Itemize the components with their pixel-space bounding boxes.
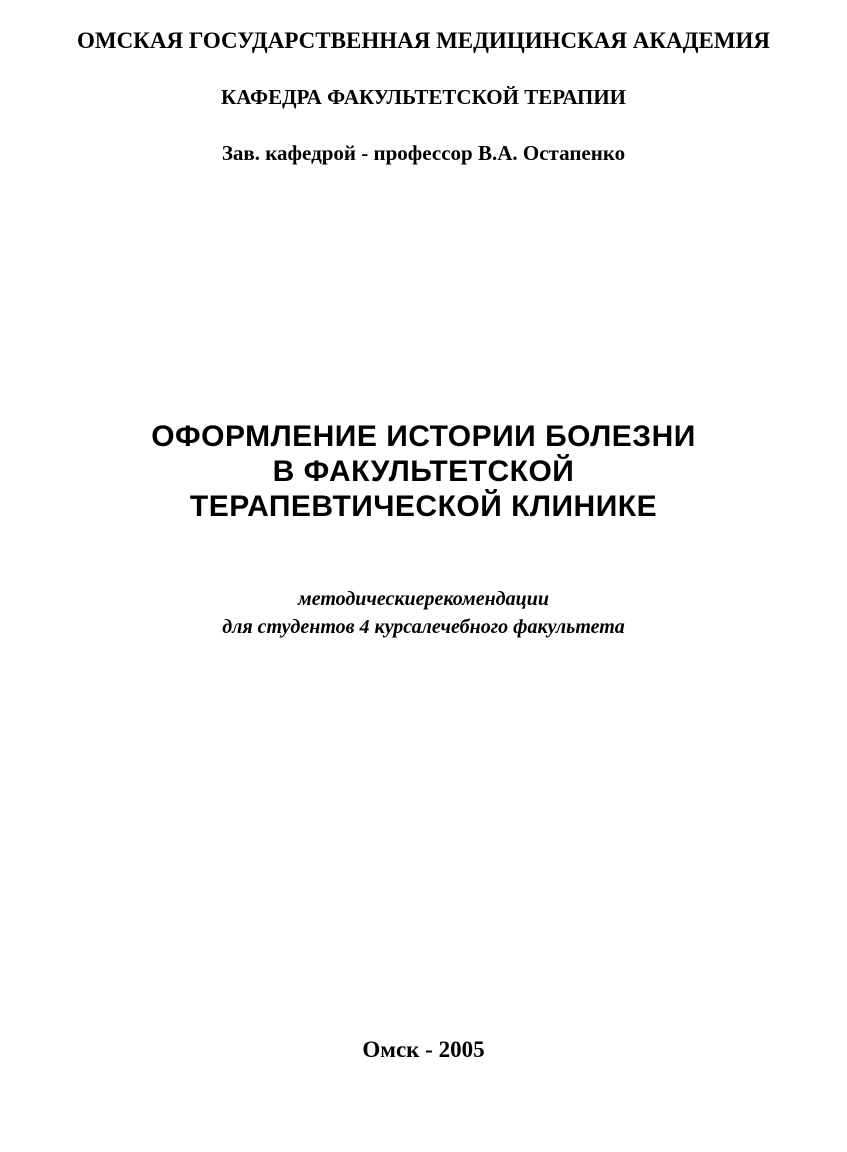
subtitle-line-1: методическиерекомендации bbox=[298, 588, 549, 610]
subtitle-line-2: для студентов 4 курсалечебного факультета bbox=[222, 616, 625, 638]
department-name: КАФЕДРА ФАКУЛЬТЕТСКОЙ ТЕРАПИИ bbox=[220, 85, 626, 109]
title-line-1: ОФОРМЛЕНИЕ ИСТОРИИ БОЛЕЗНИ bbox=[151, 420, 696, 453]
title-line-2: В ФАКУЛЬТЕТСКОЙ bbox=[272, 455, 575, 488]
institution-name: ОМСКАЯ ГОСУДАРСТВЕННАЯ МЕДИЦИНСКАЯ АКАДЕМИЯ bbox=[76, 28, 771, 53]
document-title bbox=[0, 419, 847, 524]
title-line-3: ТЕРАПЕВТИЧЕСКОЙ КЛИНИКЕ bbox=[189, 490, 658, 523]
head-of-department: Зав. кафедрой - профессор В.А. Остапенко bbox=[221, 141, 626, 165]
place-and-year: Омск - 2005 bbox=[362, 1037, 485, 1062]
